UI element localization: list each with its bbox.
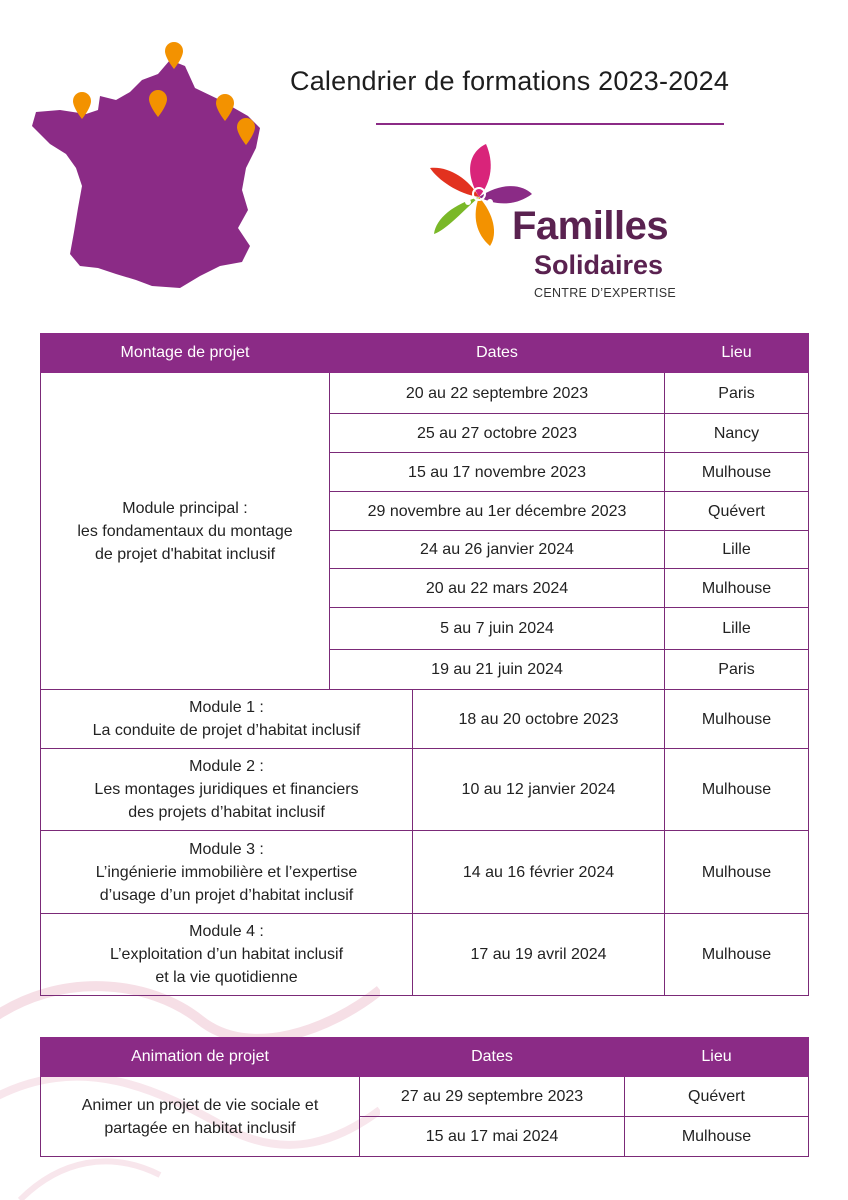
module-2-line2: Les montages juridiques et financiers [94, 781, 359, 798]
animation-line1: Animer un projet de vie sociale et [81, 1096, 319, 1114]
session-lieu: Quévert [665, 492, 809, 531]
familles-solidaires-logo [420, 140, 690, 305]
module-2-line1: Module 2 : [189, 758, 264, 775]
header-lieu: Lieu [625, 1038, 809, 1077]
title-divider [376, 123, 724, 125]
header-dates: Dates [330, 334, 665, 373]
module-3-line1: Module 3 : [189, 840, 264, 858]
module-4-line1: Module 4 : [189, 923, 264, 940]
logo-word-familles: Familles [512, 204, 669, 248]
table-row [41, 690, 809, 749]
logo-subtitle: CENTRE D’EXPERTISE [534, 286, 677, 300]
table-row [41, 1077, 809, 1117]
module-2-line3: des projets d’habitat inclusif [128, 804, 325, 821]
module-1-cell [41, 690, 413, 749]
table-row [41, 914, 809, 996]
module-4-line2: L’exploitation d’un habitat inclusif [109, 946, 344, 963]
animation-table [40, 1037, 809, 1157]
module-4-cell [41, 914, 413, 996]
session-lieu: Lille [665, 608, 809, 650]
session-dates: 25 au 27 octobre 2023 [330, 414, 665, 453]
montage-table [40, 333, 809, 996]
table-row [41, 373, 809, 414]
animation-line2: partagée en habitat inclusif [104, 1119, 296, 1137]
page-title: Calendrier de formations 2023-2024 [290, 66, 730, 96]
module-4-line3: et la vie quotidienne [155, 969, 298, 986]
module-2-cell [41, 749, 413, 831]
session-dates: 15 au 17 novembre 2023 [330, 453, 665, 492]
header-animation-de-projet: Animation de projet [41, 1038, 360, 1077]
session-dates: 19 au 21 juin 2024 [330, 650, 665, 690]
module-2-dates: 10 au 12 janvier 2024 [413, 749, 665, 831]
logo-word-solidaires: Solidaires [534, 250, 664, 280]
module-3-line3: d’usage d’un projet d’habitat inclusif [99, 886, 354, 904]
session-dates: 20 au 22 mars 2024 [330, 569, 665, 608]
module-2-lieu: Mulhouse [665, 749, 809, 831]
module-3-cell [41, 831, 413, 914]
session-lieu: Mulhouse [665, 453, 809, 492]
module-3-line2: L’ingénierie immobilière et l’expertise [95, 863, 358, 881]
table-row [41, 831, 809, 914]
session-lieu: Mulhouse [625, 1117, 809, 1157]
animation-module-cell [41, 1077, 360, 1157]
module-1-dates: 18 au 20 octobre 2023 [413, 690, 665, 749]
session-dates: 27 au 29 septembre 2023 [360, 1077, 625, 1117]
module-1-line1: Module 1 : [189, 699, 264, 716]
session-lieu: Mulhouse [665, 569, 809, 608]
session-lieu: Quévert [625, 1077, 809, 1117]
header-lieu: Lieu [665, 334, 809, 373]
module-3-lieu: Mulhouse [665, 831, 809, 914]
session-lieu: Paris [665, 650, 809, 690]
module-1-lieu: Mulhouse [665, 690, 809, 749]
session-dates: 15 au 17 mai 2024 [360, 1117, 625, 1157]
module-3-dates: 14 au 16 février 2024 [413, 831, 665, 914]
session-dates: 20 au 22 septembre 2023 [330, 373, 665, 414]
session-lieu: Paris [665, 373, 809, 414]
module-principal-line1: Module principal : [122, 499, 248, 517]
module-4-lieu: Mulhouse [665, 914, 809, 996]
france-map [20, 40, 270, 300]
module-principal-line2: les fondamentaux du montage [77, 522, 293, 540]
header-montage-de-projet: Montage de projet [41, 334, 330, 373]
header-dates: Dates [360, 1038, 625, 1077]
module-principal-line3: de projet d'habitat inclusif [94, 545, 276, 563]
module-principal-cell [41, 373, 330, 690]
animation-header-row [41, 1038, 809, 1077]
module-1-line2: La conduite de projet d’habitat inclusif [92, 722, 361, 739]
table-row [41, 749, 809, 831]
session-dates: 5 au 7 juin 2024 [330, 608, 665, 650]
session-dates: 24 au 26 janvier 2024 [330, 531, 665, 569]
session-lieu: Lille [665, 531, 809, 569]
montage-header-row [41, 334, 809, 373]
module-4-dates: 17 au 19 avril 2024 [413, 914, 665, 996]
session-dates: 29 novembre au 1er décembre 2023 [330, 492, 665, 531]
session-lieu: Nancy [665, 414, 809, 453]
